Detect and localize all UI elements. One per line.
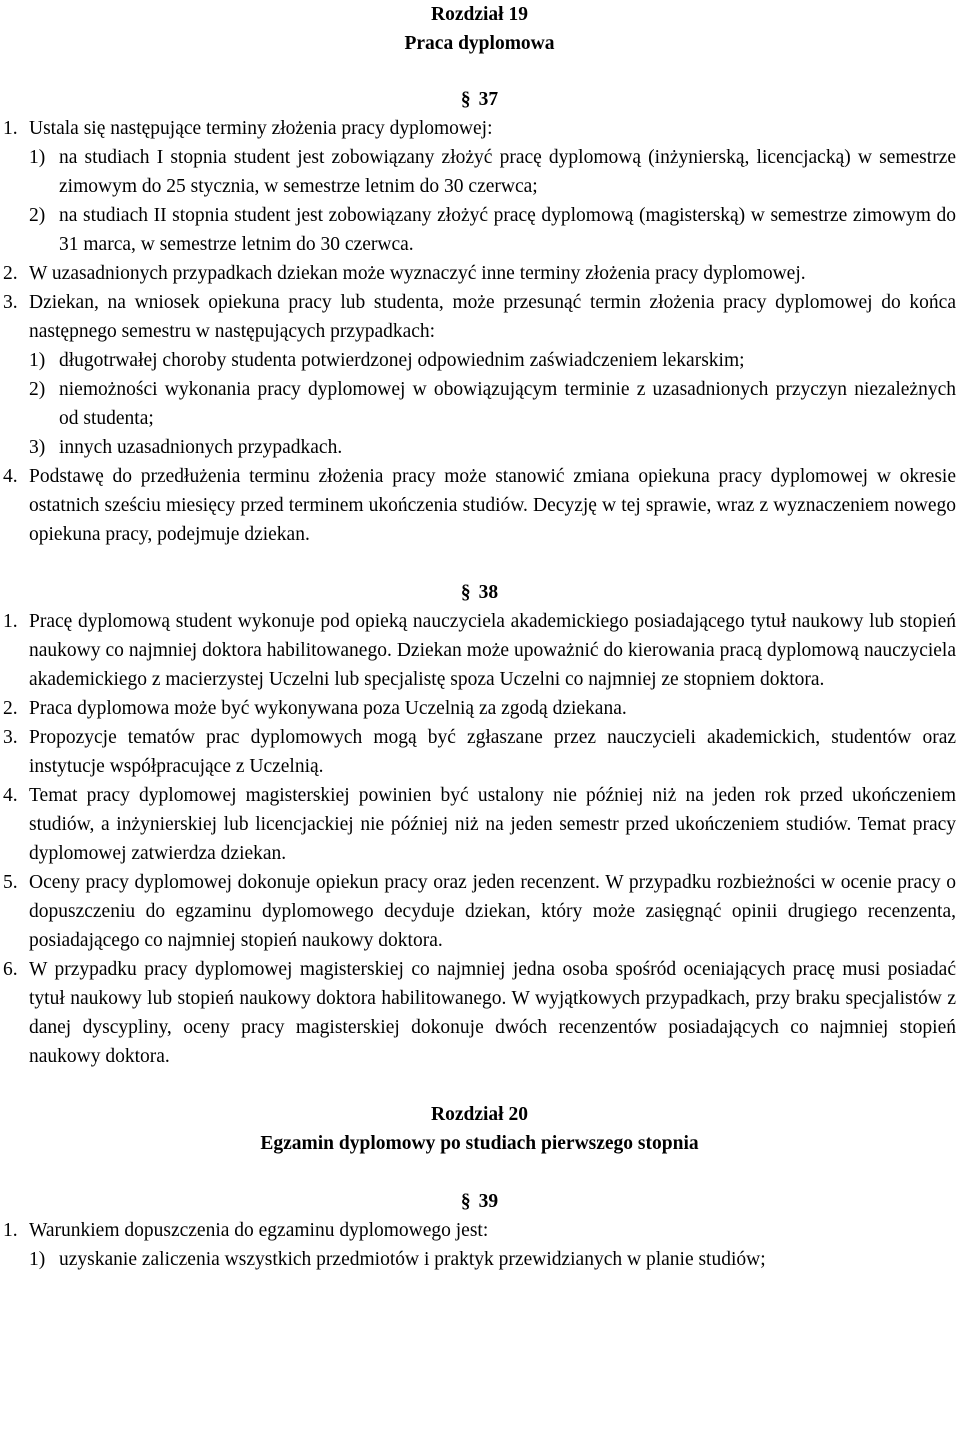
section-item (3, 288, 956, 346)
item-number: 2. (3, 263, 18, 284)
item-text: Pracę dyplomową student wykonuje pod opieką nauczyciela akademickiego posiadającego tytuł naukowy lub stopień naukowy co najmniej doktora habilitowanego. Dziekan może upoważnić do kierowania pracą dyplomową nauczyciela akademickiego z macierzystej Uczelni lub specjalistę spoza Uczelni co najmniej ze stopniem doktora. (29, 611, 956, 690)
sub-item-text: na studiach I stopnia student jest zobowiązany złożyć pracę dyplomową (inżynierską, licencjacką) w semestrze zimowym do 25 stycznia, w semestrze letnim do 30 czerwca; (59, 147, 956, 197)
sub-item-text: niemożności wykonania pracy dyplomowej w obowiązującym terminie z uzasadnionych przyczyn niezależnych od studenta; (59, 379, 956, 429)
item-number: 1. (3, 118, 18, 139)
section-item (3, 1216, 956, 1245)
item-number: 4. (3, 785, 18, 806)
section-item (3, 114, 956, 143)
item-text: W uzasadnionych przypadkach dziekan może wyznaczyć inne terminy złożenia pracy dyplomowej. (29, 263, 806, 284)
item-number: 2. (3, 698, 18, 719)
sub-item-text: długotrwałej choroby studenta potwierdzonej odpowiednim zaświadczeniem lekarskim; (59, 350, 745, 371)
item-text: Dziekan, na wniosek opiekuna pracy lub studenta, może przesunąć termin złożenia pracy dyplomowej do końca następnego semestru w następujących przypadkach: (29, 292, 956, 342)
paragraph-symbol: § (460, 89, 471, 110)
section-item (3, 607, 956, 694)
section-item (3, 259, 956, 288)
section-37-body (3, 114, 956, 549)
section-item (3, 694, 956, 723)
item-number: 6. (3, 959, 18, 980)
item-text: Oceny pracy dyplomowej dokonuje opiekun pracy oraz jeden recenzent. W przypadku rozbieżności w ocenie pracy o dopuszczeniu do egzaminu dyplomowego decyduje dziekan, który może zasięgnąć opinii drugiego recenzenta, posiadającego co najmniej stopień naukowy doktora. (29, 872, 956, 951)
item-text: Warunkiem dopuszczenia do egzaminu dyplomowego jest: (29, 1220, 489, 1241)
section-item (3, 723, 956, 781)
sub-item-number: 2) (29, 379, 46, 400)
chapter-20-title: Egzamin dyplomowy po studiach pierwszego stopnia (260, 1133, 699, 1154)
sub-item-number: 1) (29, 1249, 46, 1270)
sub-item-number: 1) (29, 350, 46, 371)
sub-item-number: 2) (29, 205, 46, 226)
section-38-number: § 38 (3, 578, 956, 607)
item-text: W przypadku pracy dyplomowej magisterskiej co najmniej jedna osoba spośród oceniających pracę musi posiadać tytuł naukowy lub stopień naukowy doktora habilitowanego. W wyjątkowych przypadkach, przy braku specjalistów z danej dyscypliny, oceny pracy magisterskiej dokonuje dwóch recenzentów posiadających co najmniej stopień naukowy doktora. (29, 959, 956, 1067)
section-item (3, 462, 956, 549)
sub-item-text: na studiach II stopnia student jest zobowiązany złożyć pracę dyplomową (magisterską) w semestrze zimowym do 31 marca, w semestrze letnim do 30 czerwca. (59, 205, 956, 255)
sub-item-number: 1) (29, 147, 46, 168)
sub-item (29, 201, 956, 259)
section-item (3, 868, 956, 955)
sub-item (29, 143, 956, 201)
sub-item-text: innych uzasadnionych przypadkach. (59, 437, 343, 458)
paragraph-symbol: § (460, 582, 471, 603)
paragraph-symbol: § (460, 1191, 471, 1212)
item-text: Temat pracy dyplomowej magisterskiej powinien być ustalony nie później niż na jeden rok przed ukończeniem studiów, a inżynierskiej lub licencjackiej nie później niż na jeden semestr przed ukończeniem studiów. Temat pracy dyplomowej zatwierdza dziekan. (29, 785, 956, 864)
item-text: Praca dyplomowa może być wykonywana poza Uczelnią za zgodą dziekana. (29, 698, 627, 719)
sub-item (29, 346, 956, 375)
item-number: 5. (3, 872, 18, 893)
section-item (3, 955, 956, 1071)
section-38-body (3, 607, 956, 1071)
item-text: Podstawę do przedłużenia terminu złożenia pracy może stanowić zmiana opiekuna pracy dyplomowej w okresie ostatnich sześciu miesięcy przed terminem ukończenia studiów. Decyzję w tej sprawie, wraz z wyznaczeniem nowego opiekuna pracy, podejmuje dziekan. (29, 466, 956, 545)
section-37-number: § 37 (3, 85, 956, 114)
chapter-20-label: Rozdział 20 (431, 1104, 528, 1125)
sub-item (29, 433, 956, 462)
section-39-number: § 39 (3, 1187, 956, 1216)
item-number: 1. (3, 611, 18, 632)
item-number: 1. (3, 1220, 18, 1241)
item-number: 3. (3, 292, 18, 313)
chapter-19-title: Praca dyplomowa (404, 33, 555, 54)
item-number: 4. (3, 466, 18, 487)
section-39-body (3, 1216, 956, 1274)
item-text: Propozycje tematów prac dyplomowych mogą być zgłaszane przez nauczycieli akademickich, studentów oraz instytucje współpracujące z Uczelnią. (29, 727, 956, 777)
sub-item (29, 1245, 956, 1274)
section-item (3, 781, 956, 868)
chapter-19-label: Rozdział 19 (431, 4, 528, 25)
item-number: 3. (3, 727, 18, 748)
item-text: Ustala się następujące terminy złożenia pracy dyplomowej: (29, 118, 493, 139)
sub-item-text: uzyskanie zaliczenia wszystkich przedmiotów i praktyk przewidzianych w planie studiów; (59, 1249, 766, 1270)
sub-item (29, 375, 956, 433)
sub-item-number: 3) (29, 437, 46, 458)
